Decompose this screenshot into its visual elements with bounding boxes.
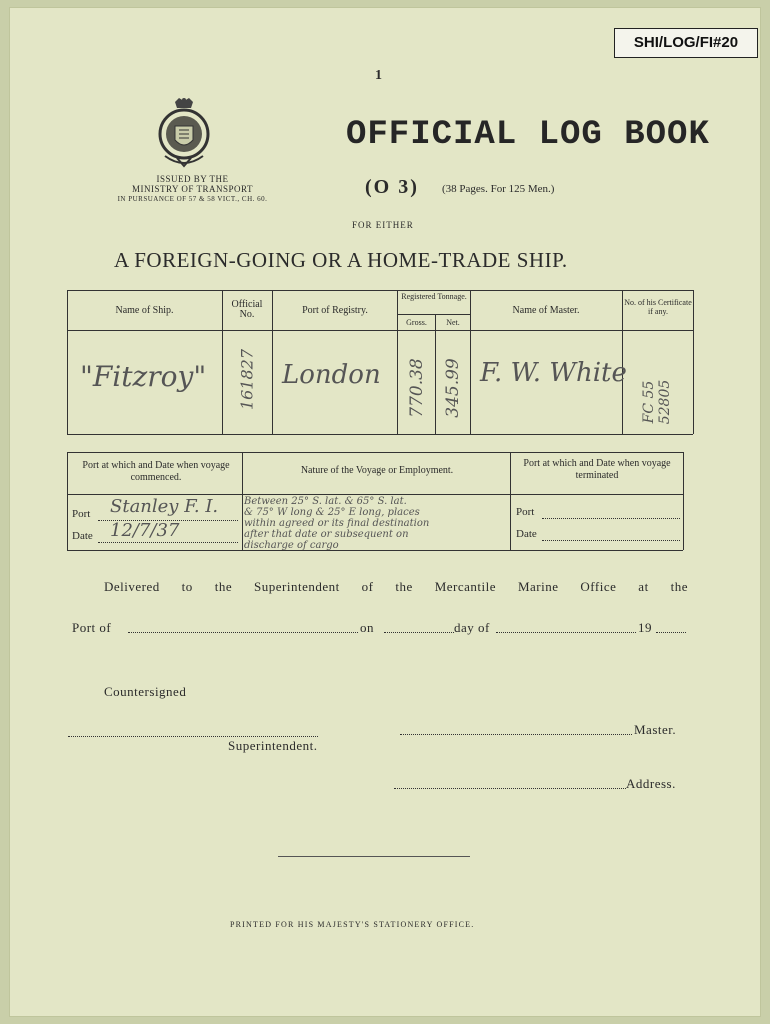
delivered-text: Delivered to the Superintendent of the Mercantile Marine Office at the <box>104 579 688 594</box>
printer-line: PRINTED FOR HIS MAJESTY'S STATIONERY OFFICE. <box>230 920 475 929</box>
on-label: on <box>360 620 374 635</box>
for-either-label: FOR EITHER <box>352 220 414 230</box>
nature-line-4: after that date or subsequent on <box>244 529 409 540</box>
nature-line-5: discharge of cargo <box>244 540 339 551</box>
terminated-date-label: Date <box>516 528 537 540</box>
commenced-date-value: 12/7/37 <box>110 520 180 541</box>
header-gross: Gross. <box>406 318 427 327</box>
form-code: (O 3) <box>365 176 419 198</box>
master-label: Master. <box>634 722 677 737</box>
nature-line-2: & 75° W long & 25° E long, places <box>244 507 420 518</box>
year-prefix: 19 <box>638 620 652 635</box>
value-port-of-registry: London <box>282 360 381 390</box>
reference-tag: SHI/LOG/FI#20 <box>614 28 758 58</box>
commenced-port-value: Stanley F. I. <box>110 496 219 517</box>
header-nature: Nature of the Voyage or Employment. <box>300 465 454 476</box>
value-net: 345.99 <box>443 358 463 418</box>
header-port-of-registry: Port of Registry. <box>302 305 368 316</box>
header-official-no: Official No. <box>231 299 263 320</box>
value-official-no: 161827 <box>237 348 257 411</box>
header-commenced: Port at which and Date when voyage commenced. <box>82 460 230 483</box>
commenced-port-label: Port <box>72 508 91 520</box>
value-gross: 770.38 <box>407 358 427 418</box>
countersigned-label: Countersigned <box>104 684 187 699</box>
page-title: OFFICIAL LOG BOOK <box>346 116 710 154</box>
address-label: Address. <box>626 776 676 791</box>
value-certificate: FC 55 52805 <box>641 379 673 425</box>
nature-line-3: within agreed or its final destination <box>244 518 430 529</box>
pages-note: (38 Pages. For 125 Men.) <box>442 183 555 195</box>
ship-type-heading: A FOREIGN-GOING OR A HOME-TRADE SHIP. <box>114 248 568 272</box>
nature-text <box>244 496 508 551</box>
issuer-line-1: ISSUED BY THE <box>156 174 229 184</box>
terminated-port-label: Port <box>516 506 535 518</box>
page-number: 1 <box>375 68 382 83</box>
header-certificate: No. of his Certificate if any. <box>624 298 692 316</box>
issuer-line-3: IN PURSUANCE OF 57 & 58 VICT., CH. 60. <box>117 195 268 203</box>
header-name-of-master: Name of Master. <box>512 305 580 316</box>
issuer-block <box>80 174 305 204</box>
log-book-page <box>10 8 760 1016</box>
superintendent-label: Superintendent. <box>228 738 318 753</box>
value-name-of-ship: "Fitzroy" <box>80 360 207 393</box>
commenced-date-label: Date <box>72 530 93 542</box>
header-net: Net. <box>446 318 460 327</box>
header-terminated: Port at which and Date when voyage terminated <box>523 458 671 481</box>
value-name-of-master: F. W. White <box>480 358 627 388</box>
issuer-line-2: MINISTRY OF TRANSPORT <box>132 184 253 194</box>
nature-line-1: Between 25° S. lat. & 65° S. lat. <box>244 496 407 507</box>
header-registered-tonnage: Registered Tonnage. <box>401 292 467 301</box>
royal-crest-icon <box>155 96 213 170</box>
port-of-label: Port of <box>72 620 112 635</box>
header-name-of-ship: Name of Ship. <box>115 305 174 316</box>
day-of-label: day of <box>454 620 490 635</box>
